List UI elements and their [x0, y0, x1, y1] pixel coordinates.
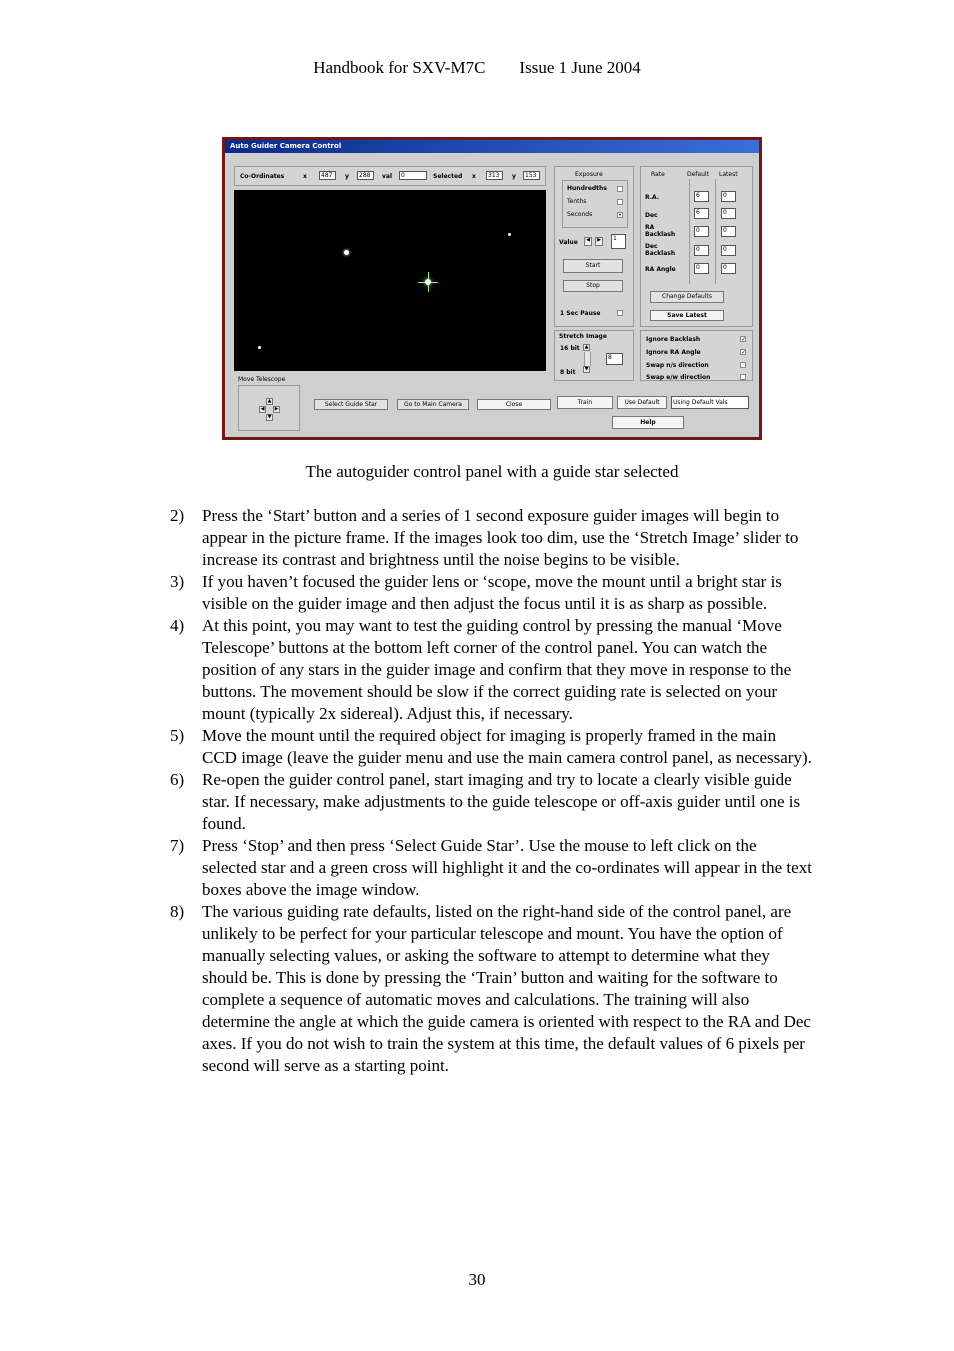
ignore-backlash-checkbox[interactable]: ✓ — [741, 336, 747, 343]
step-text: The various guiding rate defaults, listed on the right-hand side of the control panel, are unlikely to be perfect for your particular telescope and mount. You have the option of manually selecting values, or asking the software to attempt to determine what they should be. This is done by pressing the ‘Train’ button and waiting for the software to complete a sequence of automatic moves and calculations. The training will also determine the angle at which the guide camera is oriented with respect to the RA and Dec axes. If you do not wish to train the system at this time, the default values of 6 pixels per second will serve as a starting point. — [202, 902, 811, 1075]
select-guide-star-button[interactable]: Select Guide Star — [314, 399, 388, 410]
step-text: At this point, you may want to test the guiding control by pressing the manual ‘Move Telescope’ buttons at the bottom left corner of the control panel. You can watch the position of any stars in the guider image and confirm that they move in response to the buttons. The movement should be slow if the correct guiding rate is selected on your mount (typically 2x sidereal). Adjust this, if necessary. — [202, 616, 792, 723]
ra-latest-field[interactable]: 0 — [721, 191, 736, 202]
list-item — [170, 901, 815, 1077]
ra-angle-default-field[interactable]: 0 — [694, 263, 709, 274]
list-item — [170, 505, 815, 571]
move-east-button[interactable]: ▶ — [274, 406, 279, 412]
header-title: Handbook for SXV-M7C — [313, 58, 486, 77]
stretch-value-field[interactable]: 8 — [606, 353, 623, 365]
coordinates-group — [234, 166, 546, 186]
exposure-units-box — [562, 180, 628, 228]
change-defaults-button[interactable]: Change Defaults — [650, 291, 724, 303]
ra-backlash-default-field[interactable]: 0 — [694, 226, 709, 237]
x-label: x — [303, 173, 307, 180]
stretch-image-group — [554, 330, 634, 381]
stop-button[interactable]: Stop — [563, 280, 623, 292]
selected-x-label: x — [472, 173, 476, 180]
list-item — [170, 769, 815, 835]
dec-backlash-default-field[interactable]: 0 — [694, 245, 709, 256]
column-divider — [689, 179, 690, 284]
seconds-label: Seconds — [567, 211, 593, 218]
stretch-up-button[interactable]: ▲ — [584, 344, 589, 350]
move-telescope-label: Move Telescope — [238, 376, 286, 383]
ra-backlash-latest-field[interactable]: 0 — [721, 226, 736, 237]
hundredths-radio[interactable] — [617, 186, 623, 192]
val-field[interactable]: 0 — [399, 171, 427, 180]
step-number: 4) — [170, 616, 185, 635]
window-title: Auto Guider Camera Control — [225, 140, 759, 153]
autoguider-window — [225, 140, 759, 437]
move-north-button[interactable]: ▲ — [267, 398, 272, 404]
star — [508, 233, 511, 236]
exposure-group — [554, 166, 634, 327]
value-increase-button[interactable]: ▶ — [595, 237, 603, 246]
dec-label: Dec — [645, 212, 658, 219]
instruction-list — [170, 505, 815, 1077]
ignore-ra-angle-checkbox[interactable]: ✓ — [741, 349, 747, 356]
page-number: 30 — [468, 1270, 486, 1289]
go-to-main-camera-button[interactable]: Go to Main Camera — [397, 399, 469, 410]
val-label: val — [382, 173, 393, 180]
sec-pause-label: 1 Sec Pause — [560, 310, 601, 317]
exposure-value-field[interactable]: 1 — [611, 234, 626, 249]
step-text: Move the mount until the required object for imaging is properly framed in the main CCD image (leave the guider menu and use the main camera control panel, as necessary). — [202, 726, 812, 767]
help-button[interactable]: Help — [612, 416, 684, 429]
close-button[interactable]: Close — [477, 399, 551, 410]
rate-column-label: Rate — [651, 171, 665, 178]
move-telescope-group — [238, 385, 300, 431]
dec-backlash-label: Dec Backlash — [645, 243, 676, 257]
seconds-radio[interactable]: • — [618, 212, 622, 219]
value-decrease-button[interactable]: ◀ — [584, 237, 592, 246]
coordinates-label: Co-Ordinates — [240, 173, 285, 180]
ra-angle-label: RA Angle — [645, 266, 676, 273]
swap-ew-checkbox[interactable] — [740, 374, 746, 380]
ra-default-field[interactable]: 6 — [694, 191, 709, 202]
stretch-slider-track[interactable] — [584, 352, 591, 366]
autoguider-screenshot — [222, 137, 762, 440]
ignore-backlash-label: Ignore Backlash — [646, 336, 701, 343]
list-item — [170, 571, 815, 615]
selected-y-field[interactable]: 153 — [523, 171, 540, 180]
sec-pause-checkbox[interactable] — [617, 310, 623, 316]
training-status-field: Using Default Vals — [671, 396, 749, 409]
swap-ns-checkbox[interactable] — [740, 362, 746, 368]
move-south-button[interactable]: ▼ — [267, 414, 272, 420]
8-bit-label: 8 bit — [560, 369, 576, 376]
list-item — [170, 615, 815, 725]
16-bit-label: 16 bit — [560, 345, 580, 352]
tenths-label: Tenths — [567, 198, 587, 205]
tenths-radio[interactable] — [617, 199, 623, 205]
hundredths-label: Hundredths — [567, 185, 607, 192]
y-coordinate-field[interactable]: 288 — [357, 171, 374, 180]
stretch-image-title: Stretch Image — [559, 333, 607, 340]
step-number: 6) — [170, 770, 185, 789]
star — [344, 250, 349, 255]
swap-ew-label: Swap e/w direction — [646, 374, 711, 381]
list-item — [170, 835, 815, 901]
page-header — [0, 58, 954, 78]
rates-group — [640, 166, 753, 327]
latest-column-label: Latest — [719, 171, 738, 178]
start-button[interactable]: Start — [563, 259, 623, 273]
dec-backlash-latest-field[interactable]: 0 — [721, 245, 736, 256]
dec-default-field[interactable]: 6 — [694, 208, 709, 219]
column-divider — [715, 179, 716, 284]
selected-y-label: y — [512, 173, 516, 180]
header-issue: Issue 1 June 2004 — [519, 58, 641, 77]
options-group — [640, 330, 753, 381]
step-text: Re-open the guider control panel, start imaging and try to locate a clearly visible guide star. If necessary, make adjustments to the guide telescope or off-axis guider until one is found. — [202, 770, 801, 833]
save-latest-button[interactable]: Save Latest — [650, 310, 724, 321]
guide-star — [425, 279, 431, 285]
train-button[interactable]: Train — [557, 396, 613, 409]
step-number: 3) — [170, 572, 185, 591]
stretch-down-button[interactable]: ▼ — [584, 366, 589, 372]
y-label: y — [345, 173, 349, 180]
selected-label: Selected — [433, 173, 463, 180]
step-number: 5) — [170, 726, 185, 745]
guider-image-view[interactable] — [234, 190, 546, 371]
step-number: 8) — [170, 902, 185, 921]
step-number: 7) — [170, 836, 185, 855]
ra-angle-latest-field[interactable]: 0 — [721, 263, 736, 274]
exposure-title: Exposure — [575, 171, 603, 178]
step-number: 2) — [170, 506, 185, 525]
swap-ns-label: Swap n/s direction — [646, 362, 709, 369]
step-text: Press the ‘Start’ button and a series of 1 second exposure guider images will begin to appear in the picture frame. If the images look too dim, use the ‘Stretch Image’ slider to increase its contrast and brightness until the noise begins to be visible. — [202, 506, 799, 569]
default-column-label: Default — [687, 171, 709, 178]
list-item — [170, 725, 815, 769]
x-coordinate-field[interactable]: 487 — [319, 171, 336, 180]
dec-latest-field[interactable]: 0 — [721, 208, 736, 219]
figure-caption: The autoguider control panel with a guide star selected — [305, 462, 679, 481]
ra-label: R.A. — [645, 194, 660, 201]
ignore-ra-angle-label: Ignore RA Angle — [646, 349, 701, 356]
value-label: Value — [559, 239, 578, 246]
step-text: Press ‘Stop’ and then press ‘Select Guide Star’. Use the mouse to left click on the selected star and a green cross will highlight it and the co-ordinates will appear in the text boxes above the image window. — [202, 836, 812, 899]
star — [258, 346, 261, 349]
step-text: If you haven’t focused the guider lens or ‘scope, move the mount until a bright star is visible on the guider image and then adjust the focus until it is as sharp as possible. — [202, 572, 782, 613]
ra-backlash-label: RA Backlash — [645, 224, 676, 238]
selected-x-field[interactable]: 313 — [486, 171, 503, 180]
use-default-button[interactable]: Use Default — [617, 396, 667, 409]
move-west-button[interactable]: ◀ — [260, 406, 265, 412]
